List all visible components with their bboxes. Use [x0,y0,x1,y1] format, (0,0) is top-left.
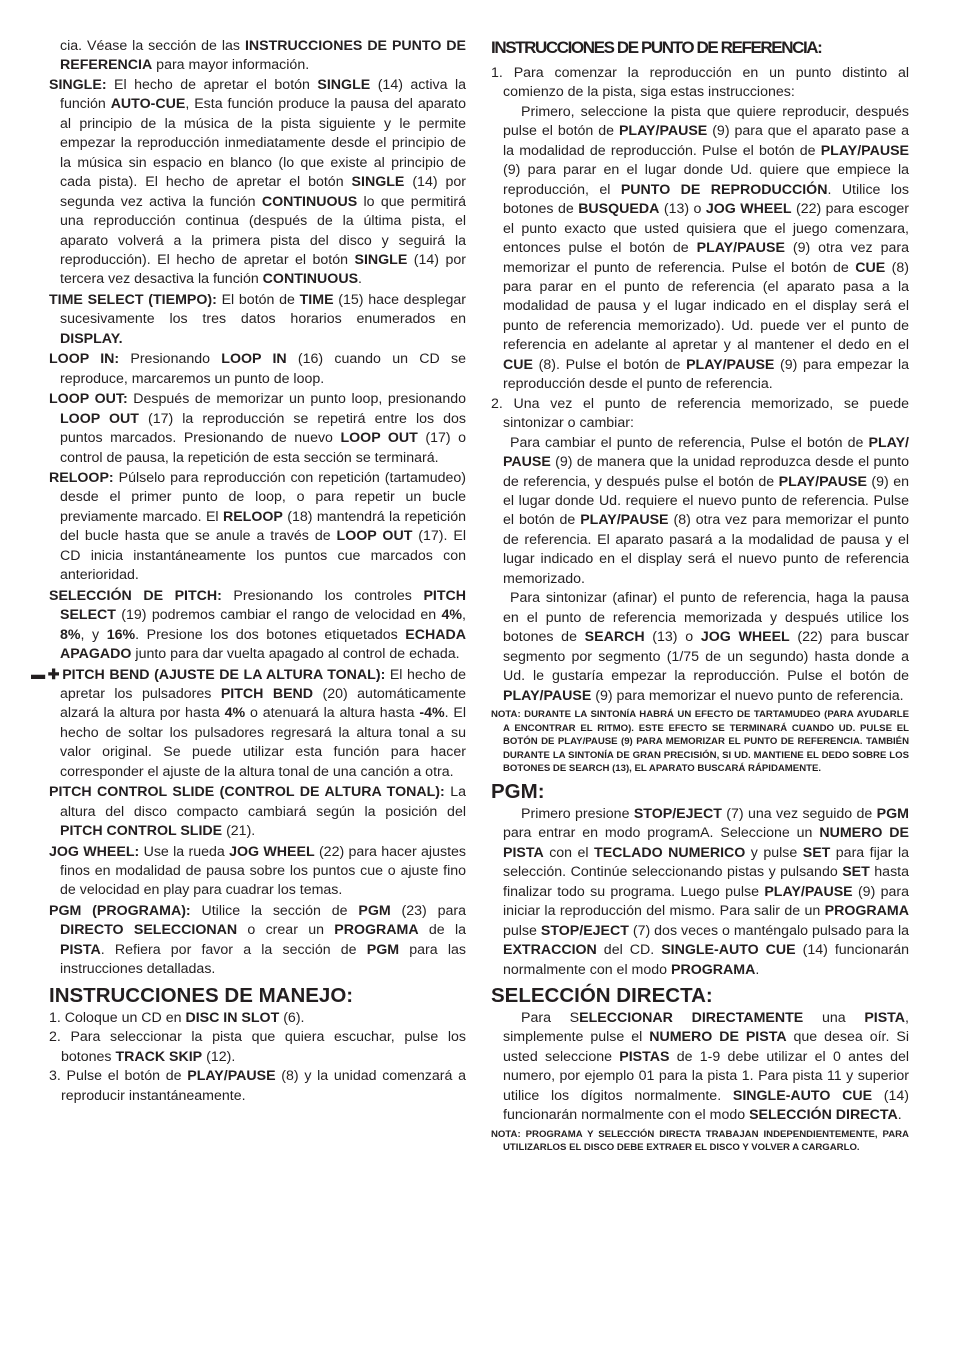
def-jog-wheel: JOG WHEEL: Use la rueda JOG WHEEL (22) para hacer ajustes finos en modalidad de pausa sobre los puntos cue o ajuste fino de velocidad en play para cuadrar los temas. [49,843,466,899]
def-pitch-bend: ▬ ✚ PITCH BEND (AJUSTE DE LA ALTURA TONAL): El hecho de apretar los pulsadores PITCH BEND (20) automáticamente alzará la altura por hasta 4% o atenuará la altura hasta -4%. El hecho de soltar los pulsadores regresará la altura tonal a su valor original. Se puede utilizar esta función para hacer corresponder el ajuste de la altura tonal de una canción a otra. [31,666,466,780]
left-column [31,37,467,1106]
ref-step-1: 1. Para comenzar la reproducción en un punto distinto al comienzo de la pista, siga estas instrucciones: [491,65,909,101]
minus-plus-icon: ▬ ✚ [31,666,60,683]
ref-step-2-body-1: Para cambiar el punto de referencia, Pulse el botón de PLAY/ PAUSE (9) de manera que la unidad reproduzca desde el punto de referencia, y después pulse el botón de PLAY/PAUSE (9) en el lugar donde Ud. requiere el nuevo punto de referencia. Pulse el botón de PLAY/PAUSE (8) otra vez para memorizar el punto de referencia. El aparato pasará a la modalidad de pausa y el lugar indicado en el display será el nuevo punto de referencia memorizado. [503,434,910,587]
direct-selection-heading: SELECCIÓN DIRECTA: [491,984,713,1007]
ref-step-2-body-2: Para sintonizar (afinar) el punto de referencia, haga la pausa en el punto de referencia memorizada y después utilice los botones de SEARCH (13) o JOG WHEEL (22) para buscar segmento por segmento (1/75 de un segundo) hasta donde a Ud. le gustaría empezar la reproducción. Pulse el botón de PLAY/PAUSE (9) para memorizar el nuevo punto de referencia. [503,590,909,704]
ref-step-1-body: Primero, seleccione la pista que quiere reproducir, después pulse el botón de PLAY/PAUSE (9) para que el aparato pase a la modalidad de reproducción. Pulse el botón de PLAY/PAUSE (9) para parar en el lugar donde Ud. quiere que empiece la reproducción, el PUNTO DE REPRODUCCIÓN. Utilice los botones de BUSQUEDA (13) o JOG WHEEL (22) para escoger el punto exacto que usted quisiera que el juego comenzara, entonces pulse el botón de PLAY/PAUSE (9) otra vez para memorizar el punto de referencia. Pulse el botón de CUE (8) para parar en el punto de referencia (el aparato pasa a la modalidad de pausa y el lugar indicado en el display será el punto de referencia memorizado). Ud. puede ver el punto de referencia en adelante al apretar y al mantener el dedo en el CUE (8). Pulse el botón de PLAY/PAUSE (9) para empezar la reproducción desde el punto de referencia. [503,103,910,393]
manejo-step-1: 1. Coloque un CD en DISC IN SLOT (6). [49,1009,305,1026]
note-program-direct: NOTA: PROGRAMA Y SELECCIÓN DIRECTA TRABAJAN INDEPENDIENTEMENTE, PARA UTILIZARLOS EL DISCO DEBE EXTRAER EL DISCO Y VOLVER A CARGARLO. [491,1128,909,1154]
def-pitch-control-slide: PITCH CONTROL SLIDE (CONTROL DE ALTURA TONAL): La altura del disco compacto cambiará según la posición del PITCH CONTROL SLIDE (21). [49,784,466,840]
pgm-body: Primero presione STOP/EJECT (7) una vez seguido de PGM para entrar en modo programA. Seleccione un NUMERO DE PISTA con el TECLADO NUMERICO y pulse SET para fijar la selección. Continúe seleccionando pistas y pulsando SET hasta finalizar todo su programa. Luego pulse PLAY/PAUSE (9) para iniciar la reproducción del mismo. Para salir de un PROGRAMA pulse STOP/EJECT (7) dos veces o manténgalo pulsado para la EXTRACCION del CD. SINGLE-AUTO CUE (14) funcionarán normalmente con el modo PROGRAMA. [503,805,910,978]
ref-step-2: 2. Una vez el punto de referencia memorizado, se puede sintonizar o cambiar: [491,395,909,432]
pgm-heading: PGM: [491,779,545,803]
def-loop-in: LOOP IN: Presionando LOOP IN (16) cuando un CD se reproduce, marcaremos un punto de loop. [49,351,466,387]
reference-point-heading: INSTRUCCIONES DE PUNTO DE REFERENCIA: [491,38,822,57]
def-reloop: RELOOP: Púlselo para reproducción con repetición (tartamudeo) desde el primer punto de loop, o para repetir un bucle previamente marcado. El RELOOP (18) mantendrá la repetición del bucle hasta que se anule a través de LOOP OUT (17). El CD inicia instantáneamente los puntos cue marcados con anterioridad. [49,469,467,584]
manejo-step-2: 2. Para seleccionar la pista que quiera escuchar, pulse los botones TRACK SKIP (12). [49,1029,466,1065]
direct-selection-body: Para SELECCIONAR DIRECTAMENTE una PISTA, simplemente pulse el NUMERO DE PISTA que desea oír. Si usted seleccione PISTAS de 1-9 debe utilizar el 0 antes del numero, por ejemplo 01 para la pista 1. Para pista 11 y superior utilice los dígitos normalmente. SINGLE-AUTO CUE (14) funcionarán normalmente con el modo SELECCIÓN DIRECTA. [503,1010,910,1124]
def-loop-out: LOOP OUT: Después de memorizar un punto loop, presionando LOOP OUT (17) la reproducción se repetirá entre los dos puntos marcados. Presionando de nuevo LOOP OUT (17) o control de pausa, la repetición de esta sección se terminará. [49,391,466,466]
def-single: SINGLE: El hecho de apretar el botón SINGLE (14) activa la función AUTO-CUE, Esta función produce la pausa del aparato al principio de la música de la pista siguiente y le permite empezar la reproducción inmediatamente desde el principio de la música sin espacio en blanco (lo que existe al principio de cada pista). El hecho de apretar el botón SINGLE (14) por segunda vez activa la función CONTINUOUS lo que permitirá una reproducción continua (después de la última pista, el aparato volverá a la primera pista del disco y seguirá la reproducción). El hecho de apretar el botón SINGLE (14) por tercera vez desactiva la función CONTINUOUS. [49,76,467,288]
def-pitch-select: SELECCIÓN DE PITCH: Presionando los controles PITCH SELECT (19) podremos cambiar el rango de velocidad en 4%, 8%, y 16%. Presione los dos botones etiquetados ECHADA APAGADO junto para dar vuelta apagado al control de echada. [49,587,467,663]
manejo-heading: INSTRUCCIONES DE MANEJO: [49,983,354,1007]
note-tuning: NOTA: DURANTE LA SINTONÍA HABRÁ UN EFECTO DE TARTAMUDEO (PARA AYUDARLE A ENCONTRAR EL RITMO). ESTE EFECTO SE TERMINARÁ CUANDO UD. PULSE EL BOTÓN DE PLAY/PAUSE (9) PARA MEMORIZAR EL PUNTO DE REFERENCIA. TAMBIÉN DURANTE LA SINTONÍA DE GRAN PRECISIÓN, SI UD. MANTIENE EL DEDO SOBRE LOS BOTONES DE SEARCH (13), EL APARATO BUSCARÁ RÁPIDAMENTE. [491,708,909,775]
right-column [491,37,909,1157]
def-time-select: TIME SELECT (TIEMPO): El botón de TIME (15) hace desplegar sucesivamente los tres datos horarios enumerados en DISPLAY. [49,291,466,347]
def-pgm: PGM (PROGRAMA): Utilice la sección de PGM (23) para DIRECTO SELECCIONAN o crear un PROGRAMA de la PISTA. Refiera por favor a la sección de PGM para las instrucciones detalladas. [49,902,466,978]
manejo-step-3: 3. Pulse el botón de PLAY/PAUSE (8) y la unidad comenzará a reproducir instantáneamente. [49,1068,466,1104]
intro-continuation: cia. Véase la sección de las INSTRUCCIONES DE PUNTO DE REFERENCIA para mayor información. [60,38,466,74]
